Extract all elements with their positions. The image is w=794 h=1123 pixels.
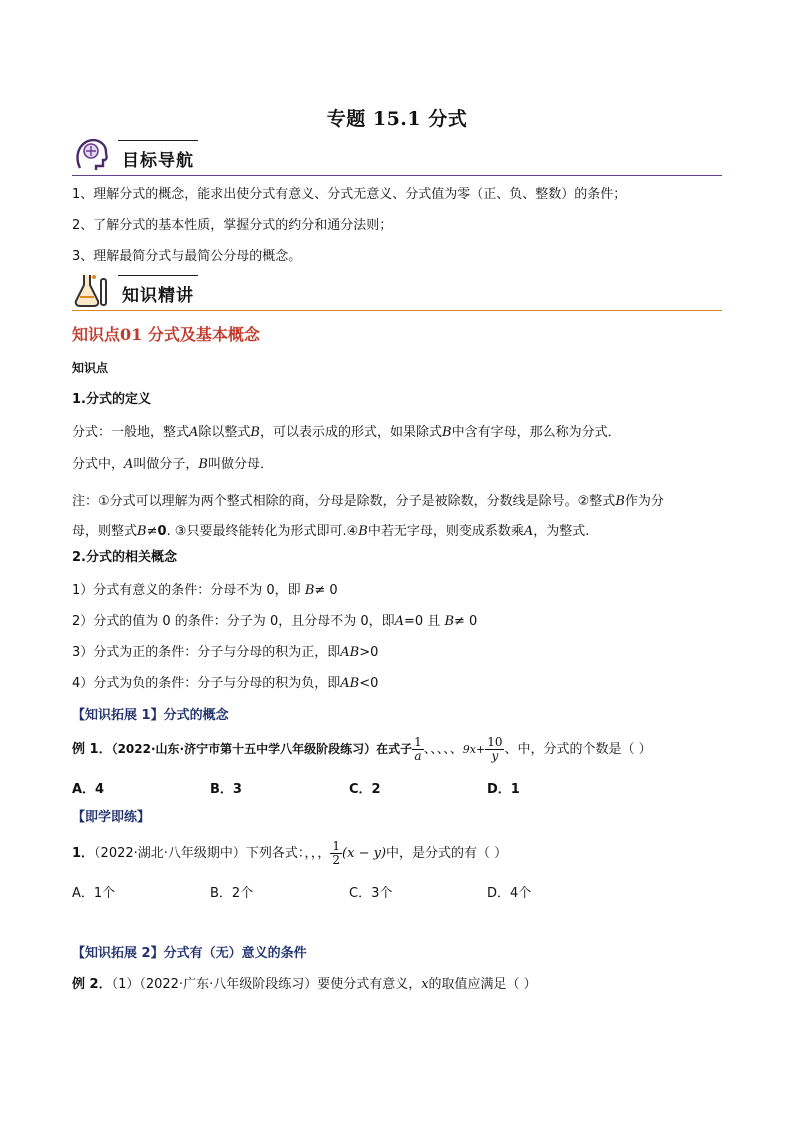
math-expr: (x − y) <box>342 846 387 861</box>
goal-item-3: 3、理解最简分式与最简公分母的概念。 <box>72 249 302 264</box>
fraction <box>330 840 342 867</box>
text: 分式：一般地，整式 <box>72 425 190 440</box>
knowledge-point-subtitle: 知识点 <box>72 361 109 375</box>
example-1-options <box>72 778 724 798</box>
numerator: 1 <box>332 839 341 853</box>
option-b[interactable]: B．2个 <box>210 886 254 901</box>
text: 、中，分式的个数是（ ） <box>504 742 652 757</box>
text: （2022·湖北·八年级期中）下列各式：，，， <box>94 846 331 861</box>
text: 4）分式为负的条件：分子与分母的积为负，即 <box>72 676 341 691</box>
math-var: A <box>394 614 405 629</box>
text: 中含有字母，那么称为分式． <box>451 425 621 440</box>
brain-head-icon <box>72 134 112 174</box>
denominator: 2 <box>332 853 341 867</box>
definition-line-1 <box>72 423 724 443</box>
math-var: B <box>442 425 452 440</box>
section-label-goals: 目标导航 <box>122 151 194 171</box>
example-label: 例 1． <box>72 742 112 757</box>
text: 1）分式有意义的条件：分母不为 0，即 <box>72 583 305 598</box>
text: 的取值应满足（ ） <box>428 977 537 992</box>
math-var: AB <box>340 645 360 660</box>
question-1-options <box>72 882 724 902</box>
math-var: AB <box>340 676 360 691</box>
option-c[interactable]: C．3个 <box>349 886 393 901</box>
math-var: B <box>250 425 260 440</box>
math-var: x <box>421 977 429 992</box>
math-var: B <box>198 457 208 472</box>
fraction <box>412 736 424 763</box>
option-b[interactable]: B．3 <box>210 782 242 797</box>
math-var: B <box>358 524 368 539</box>
math-var: B <box>137 524 147 539</box>
math-var: B <box>304 583 315 598</box>
math-var: A <box>523 524 534 539</box>
text: 中，是分式的有（ ） <box>386 846 508 861</box>
math-var: B <box>615 494 625 509</box>
example-1 <box>72 733 724 766</box>
concept-item-1 <box>72 581 724 601</box>
text: 注：①分式可以理解为两个整式相除的商，分母是除数，分子是被除数，分数线是除号。②整式 <box>72 494 616 509</box>
text: 母，则整式 <box>72 524 138 539</box>
denominator: y <box>491 749 499 763</box>
section-divider-goals <box>72 175 722 176</box>
extension-heading-2: 【知识拓展 2】分式有（无）意义的条件 <box>72 946 307 961</box>
text: 分式中， <box>72 457 125 472</box>
definition-line-2 <box>72 455 724 475</box>
definition-heading: 1.分式的定义 <box>72 392 151 407</box>
lab-flask-icon <box>72 269 112 309</box>
text: ≠ 0 <box>314 583 338 598</box>
text: 、、、、、 <box>423 742 463 757</box>
knowledge-point-title: 知识点01 分式及基本概念 <box>72 325 260 344</box>
numerator: 1 <box>414 735 422 749</box>
math-var: B <box>444 614 455 629</box>
extension-heading-1: 【知识拓展 1】分式的概念 <box>72 708 229 723</box>
option-a[interactable]: A．1个 <box>72 886 116 901</box>
section-label-knowledge: 知识精讲 <box>122 286 194 306</box>
goal-item-2: 2、了解分式的基本性质，掌握分式的约分和通分法则； <box>72 218 393 233</box>
text: 除以整式 <box>198 425 251 440</box>
text: 叫做分母． <box>207 457 273 472</box>
option-d[interactable]: D．4个 <box>487 886 532 901</box>
text: ，为整式. <box>533 524 590 539</box>
option-a[interactable]: A．4 <box>72 782 105 797</box>
example-label: 例 2． <box>72 977 112 992</box>
concept-item-3 <box>72 643 724 663</box>
text: 3）分式为正的条件：分子与分母的积为正，即 <box>72 645 341 660</box>
note-paragraph <box>72 487 724 547</box>
option-d[interactable]: D．1 <box>487 782 520 797</box>
text: ≠ <box>146 524 158 539</box>
section-divider-knowledge <box>72 310 722 311</box>
text: >0 <box>359 645 379 660</box>
question-1 <box>72 838 724 870</box>
question-label: 1． <box>72 846 95 861</box>
text: （1）（2022·广东·八年级阶段练习）要使分式有意义， <box>111 977 422 992</box>
example-2 <box>72 975 724 995</box>
fraction <box>485 736 504 763</box>
text: =0 且 <box>404 614 445 629</box>
text: 叫做分子， <box>133 457 199 472</box>
math-var: A <box>124 457 134 472</box>
math-expr: 9x+ <box>462 743 486 756</box>
text: . ③只要最终能转化为形式即可.④ <box>166 524 359 539</box>
concept-item-2 <box>72 612 724 632</box>
text: 中若无字母，则变成系数乘 <box>367 524 524 539</box>
denominator: a <box>414 749 422 763</box>
page-title: 专题 15.1 分式 <box>326 108 468 130</box>
text: ，可以表示成的形式，如果除式 <box>259 425 442 440</box>
concepts-heading: 2.分式的相关概念 <box>72 550 177 565</box>
text: 2）分式的值为 0 的条件：分子为 0，且分母不为 0，即 <box>72 614 395 629</box>
text: （2022·山东·济宁市第十五中学八年级阶段练习）在式子 <box>111 742 413 756</box>
practice-heading: 【即学即练】 <box>72 810 151 825</box>
numerator: 10 <box>487 735 503 749</box>
option-c[interactable]: C．2 <box>349 782 381 797</box>
math-var: A <box>189 425 199 440</box>
text: ≠ 0 <box>454 614 478 629</box>
goal-item-1: 1、理解分式的概念，能求出使分式有意义、分式无意义、分式值为零（正、负、整数）的条件； <box>72 187 627 202</box>
section-header-goals <box>72 140 722 176</box>
text: 0 <box>157 524 167 539</box>
concept-item-4 <box>72 674 724 694</box>
section-header-knowledge <box>72 275 722 311</box>
text: <0 <box>359 676 379 691</box>
text: 作为分 <box>624 494 664 509</box>
